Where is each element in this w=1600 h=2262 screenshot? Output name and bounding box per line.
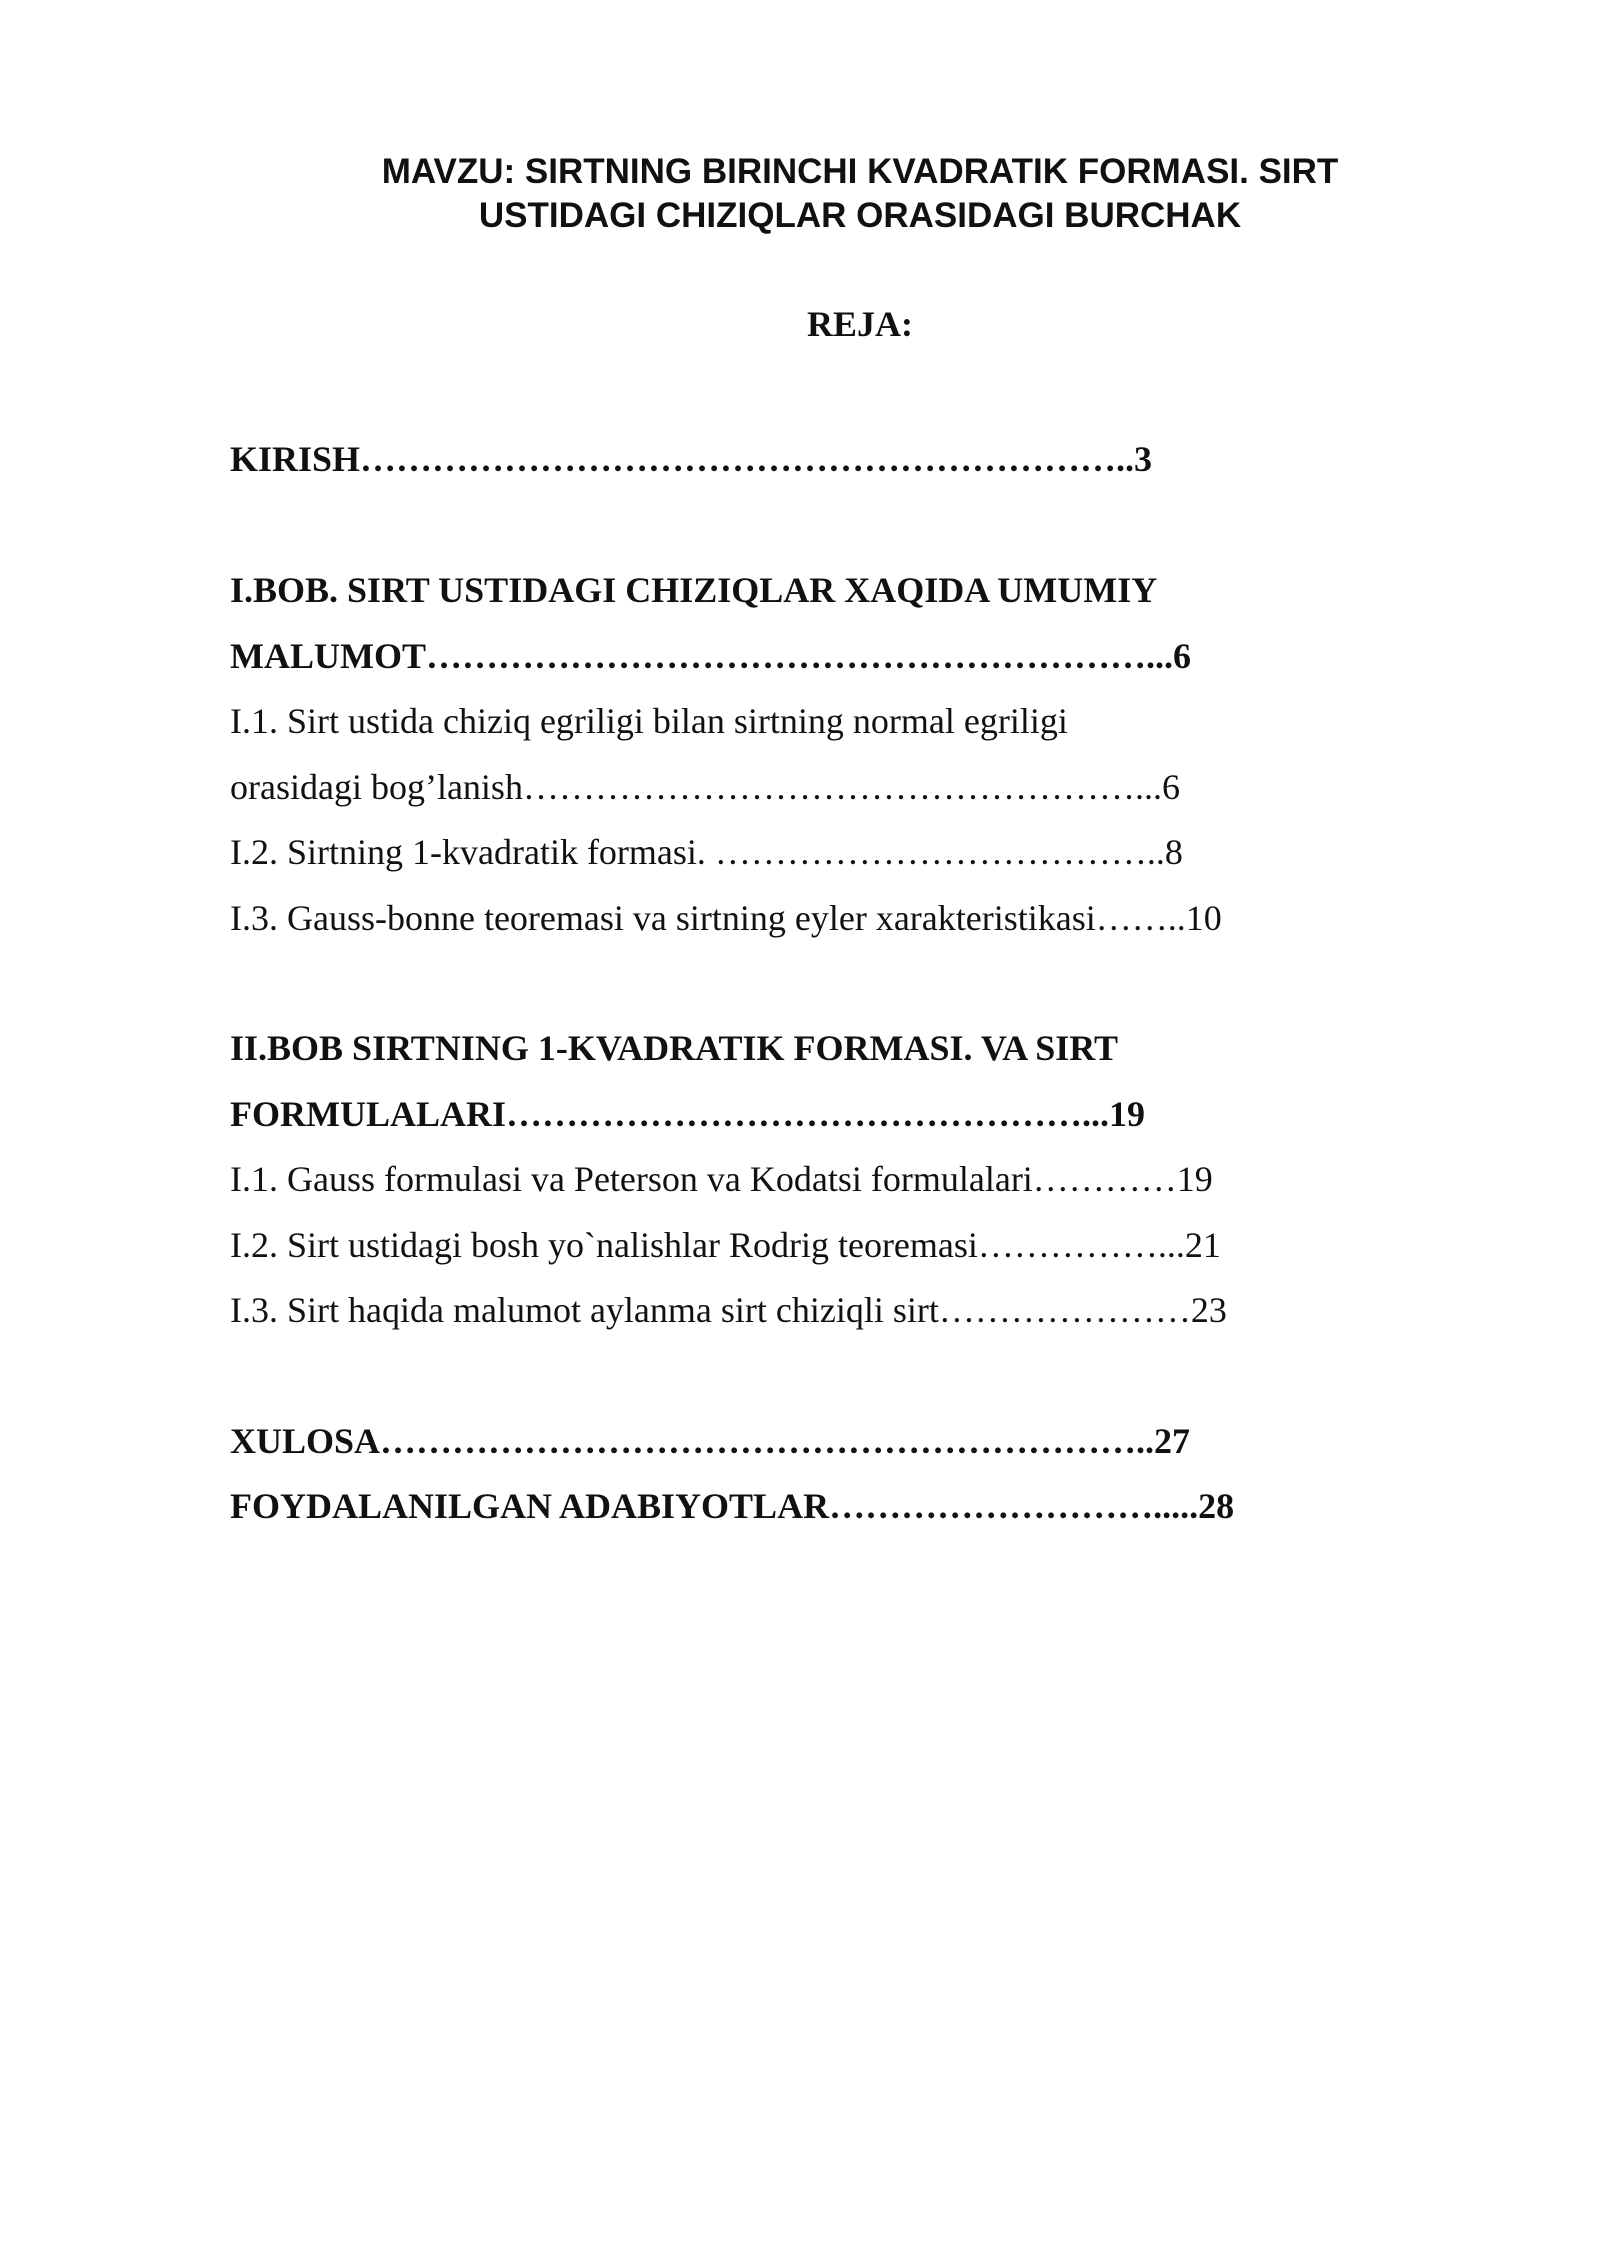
toc-section-2-2: I.2. Sirt ustidagi bosh yo`nalishlar Rodrig teoremasi……………...21 (230, 1225, 1221, 1265)
title-line-1: MAVZU: SIRTNING BIRINCHI KVADRATIK FORMASI. SIRT (381, 152, 1339, 191)
document-title (230, 150, 1490, 238)
toc-section-1-1-line-2: orasidagi bog’lanish……………………………………………...6 (230, 767, 1180, 807)
toc-section-2-1: I.1. Gauss formulasi va Peterson va Kodatsi formulalari…………19 (230, 1159, 1213, 1199)
toc-chapter-2-line-1: II.BOB SIRTNING 1-KVADRATIK FORMASI. VA SIRT (230, 1028, 1119, 1068)
plan-heading: REJA: (807, 304, 913, 344)
title-line-2: USTIDAGI CHIZIQLAR ORASIDAGI BURCHAK (478, 196, 1242, 235)
toc-chapter-1-line-2: MALUMOT……………………………………………………...6 (230, 636, 1191, 676)
toc-section-1-1-line-1: I.1. Sirt ustida chiziq egriligi bilan sirtning normal egriligi (230, 701, 1068, 741)
toc-section-1-2: I.2. Sirtning 1-kvadratik formasi. ………………………………..8 (230, 832, 1183, 872)
toc-references: FOYDALANILGAN ADABIYOTLAR……………………….....28 (230, 1486, 1235, 1526)
toc-chapter-1-line-1: I.BOB. SIRT USTIDAGI CHIZIQLAR XAQIDA UMUMIY (230, 570, 1158, 610)
toc-section-2-3: I.3. Sirt haqida malumot aylanma sirt chiziqli sirt…………………23 (230, 1290, 1227, 1330)
toc-section-1-3: I.3. Gauss-bonne teoremasi va sirtning eyler xarakteristikasi……..10 (230, 898, 1222, 938)
toc-xulosa: XULOSA………………………………………………………..27 (230, 1421, 1191, 1461)
toc-kirish: KIRISH………………………………………………………..3 (230, 439, 1153, 479)
toc-chapter-2-line-2: FORMULALARI…………………………………………...19 (230, 1094, 1145, 1134)
